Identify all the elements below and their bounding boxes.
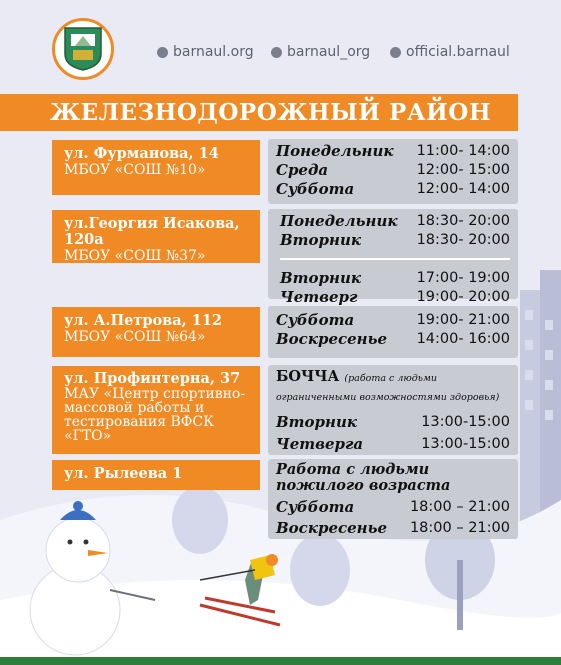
district-title: ЖЕЛЕЗНОДОРОЖНЫЙ РАЙОН: [0, 94, 518, 131]
coat-of-arms-icon: [63, 26, 103, 72]
time-label: 19:00- 20:00: [416, 289, 510, 305]
schedule-row: [276, 180, 510, 199]
day-label: Вторник: [276, 413, 358, 431]
schedule-panel-2: [268, 209, 518, 306]
time-label: 17:00- 19:00: [416, 270, 510, 286]
day-label: Воскресенье: [276, 330, 388, 348]
schedule-row: [276, 161, 510, 180]
vk-icon: [390, 47, 401, 58]
street-label: ул. Рылеева 1: [64, 465, 183, 482]
social-telegram-label: barnaul_org: [287, 44, 371, 60]
time-label: 12:00- 14:00: [416, 181, 510, 197]
time-label: 18:00 – 21:00: [409, 520, 510, 536]
schedule-panel-1: [268, 139, 518, 204]
time-label: 18:30- 20:00: [416, 213, 510, 229]
location-address-5: [52, 460, 260, 490]
schedule-row: [276, 433, 510, 455]
time-label: 18:30- 20:00: [416, 232, 510, 248]
day-label: Понедельник: [280, 212, 398, 230]
activity-note: (работа с людьми ограниченными возможностями здоровья): [276, 373, 500, 403]
schedule-panel-3: [268, 306, 518, 358]
street-label: ул. А.Петрова, 112: [64, 312, 223, 329]
location-address-1: [52, 140, 260, 195]
activity-title: [276, 368, 510, 406]
time-label: 18:00 – 21:00: [409, 499, 510, 515]
schedule-panel-4: [268, 365, 518, 455]
time-label: 12:00- 15:00: [416, 162, 510, 178]
activity-title: Работа с людьми пожилого возраста: [276, 461, 451, 494]
day-label: Четверга: [276, 435, 364, 453]
day-label: Четверг: [280, 288, 358, 306]
school-label: МБОУ «СОШ №37»: [64, 248, 206, 264]
social-website[interactable]: [157, 44, 254, 60]
schedule-row: [280, 269, 510, 288]
barnaul-coat-of-arms-logo: [52, 18, 114, 80]
school-label: МБОУ «СОШ №64»: [64, 329, 206, 345]
street-label: ул.Георгия Исакова, 120а: [64, 215, 240, 248]
time-label: 13:00-15:00: [421, 414, 510, 430]
day-label: Воскресенье: [276, 519, 388, 537]
time-label: 13:00-15:00: [421, 436, 510, 452]
day-label: Среда: [276, 161, 329, 179]
location-address-3: [52, 307, 260, 357]
time-label: 19:00- 21:00: [416, 312, 510, 328]
social-telegram[interactable]: [271, 44, 370, 60]
footer-bar: [0, 657, 561, 665]
schedule-row: [276, 330, 510, 349]
globe-icon: [157, 47, 168, 58]
day-label: Суббота: [276, 311, 355, 329]
social-vk[interactable]: [390, 44, 510, 60]
time-label: 14:00- 16:00: [416, 331, 510, 347]
social-vk-label: official.barnaul: [406, 44, 510, 60]
activity-name: БОЧЧА: [276, 368, 340, 385]
divider: [280, 258, 510, 260]
day-label: Суббота: [276, 180, 355, 198]
day-label: Вторник: [280, 231, 362, 249]
day-label: Вторник: [280, 269, 362, 287]
schedule-panel-5: [268, 459, 518, 539]
school-label: МАУ «Центр спортивно-массовой работы и тестирования ВФСК «ГТО»: [64, 386, 246, 444]
street-label: ул. Фурманова, 14: [64, 145, 219, 162]
schedule-row: [276, 518, 510, 539]
schedule-row: [280, 288, 510, 307]
day-label: Суббота: [276, 498, 355, 516]
schedule-row: [276, 311, 510, 330]
telegram-icon: [271, 47, 282, 58]
schedule-row: [276, 497, 510, 518]
day-label: Понедельник: [276, 142, 394, 160]
schedule-row: [276, 411, 510, 433]
schedule-row: [276, 142, 510, 161]
street-label: ул. Профинтерна, 37: [64, 370, 241, 387]
schedule-row: [280, 231, 510, 250]
location-address-2: [52, 210, 260, 263]
social-website-label: barnaul.org: [173, 44, 254, 60]
schedule-row: [280, 212, 510, 231]
time-label: 11:00- 14:00: [416, 143, 510, 159]
school-label: МБОУ «СОШ №10»: [64, 162, 206, 178]
location-address-4: [52, 366, 260, 454]
